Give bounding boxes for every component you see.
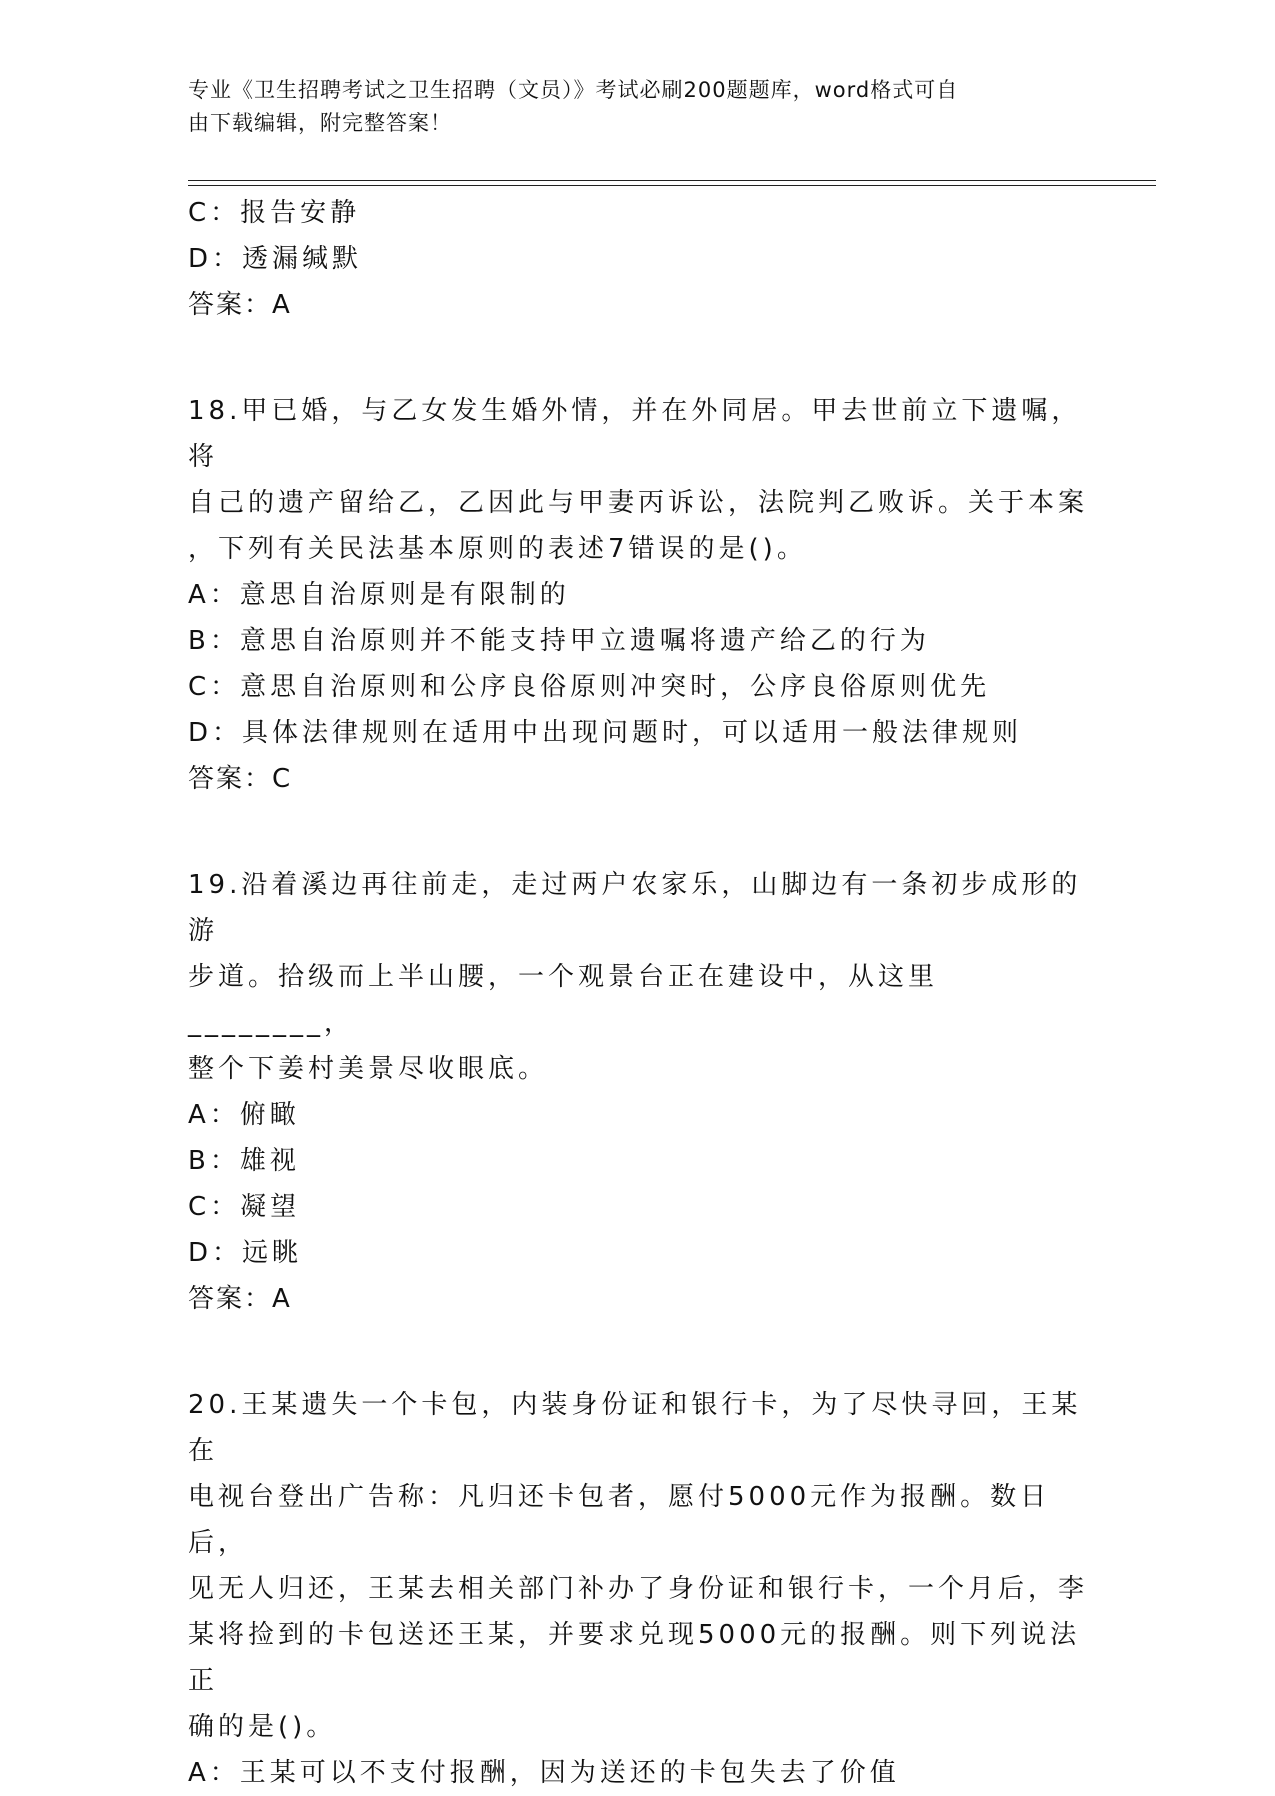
header-divider-bottom <box>188 185 1156 186</box>
question-text-line: 某将捡到的卡包送还王某，并要求兑现5000元的报酬。则下列说法正 <box>188 1620 1081 1696</box>
question-content <box>188 190 1088 1796</box>
option-a: A：王某可以不支付报酬，因为送还的卡包失去了价值 <box>188 1758 900 1788</box>
carryover-block <box>188 190 1088 328</box>
option-c: C：凝望 <box>188 1192 301 1222</box>
answer: 答案：C <box>188 764 293 794</box>
option-d: D：透漏缄默 <box>188 244 363 274</box>
spacer <box>188 328 1088 388</box>
answer: 答案：A <box>188 1284 292 1314</box>
option-b: B：雄视 <box>188 1146 300 1176</box>
question-text-line: 电视台登出广告称：凡归还卡包者，愿付5000元作为报酬。数日后， <box>188 1482 1051 1558</box>
spacer <box>188 802 1088 862</box>
question-text-line: 19.沿着溪边再往前走，走过两户农家乐，山脚边有一条初步成形的游 <box>188 870 1082 946</box>
question-text-line: 自己的遗产留给乙，乙因此与甲妻丙诉讼，法院判乙败诉。关于本案 <box>188 488 1089 518</box>
question-text-line: 见无人归还，王某去相关部门补办了身份证和银行卡，一个月后，李 <box>188 1574 1089 1604</box>
header-divider-top <box>188 180 1156 181</box>
header-line-2: 由下载编辑，附完整答案！ <box>188 111 452 135</box>
question-20 <box>188 1382 1088 1796</box>
question-text-line: 确的是()。 <box>188 1712 337 1742</box>
page-header <box>188 74 1068 140</box>
question-18 <box>188 388 1088 802</box>
option-b: B：意思自治原则并不能支持甲立遗嘱将遗产给乙的行为 <box>188 626 930 656</box>
question-text-line: 步道。拾级而上半山腰，一个观景台正在建设中，从这里________， <box>188 962 939 1038</box>
spacer <box>188 1322 1088 1382</box>
option-a: A：意思自治原则是有限制的 <box>188 580 570 610</box>
question-text-line: 整个下姜村美景尽收眼底。 <box>188 1054 549 1084</box>
question-text-line: ，下列有关民法基本原则的表述7错误的是()。 <box>188 534 807 564</box>
question-text-line: 20.王某遗失一个卡包，内装身份证和银行卡，为了尽快寻回，王某在 <box>188 1390 1082 1466</box>
question-text-line: 18.甲已婚，与乙女发生婚外情，并在外同居。甲去世前立下遗嘱，将 <box>188 396 1082 472</box>
answer: 答案：A <box>188 290 292 320</box>
option-c: C：意思自治原则和公序良俗原则冲突时，公序良俗原则优先 <box>188 672 991 702</box>
option-a: A：俯瞰 <box>188 1100 300 1130</box>
option-c: C：报告安静 <box>188 198 361 228</box>
question-19 <box>188 862 1088 1322</box>
header-line-1: 专业《卫生招聘考试之卫生招聘（文员）》考试必刷200题题库，word格式可自 <box>188 78 959 102</box>
option-d: D：具体法律规则在适用中出现问题时，可以适用一般法律规则 <box>188 718 1023 748</box>
option-d: D：远眺 <box>188 1238 303 1268</box>
